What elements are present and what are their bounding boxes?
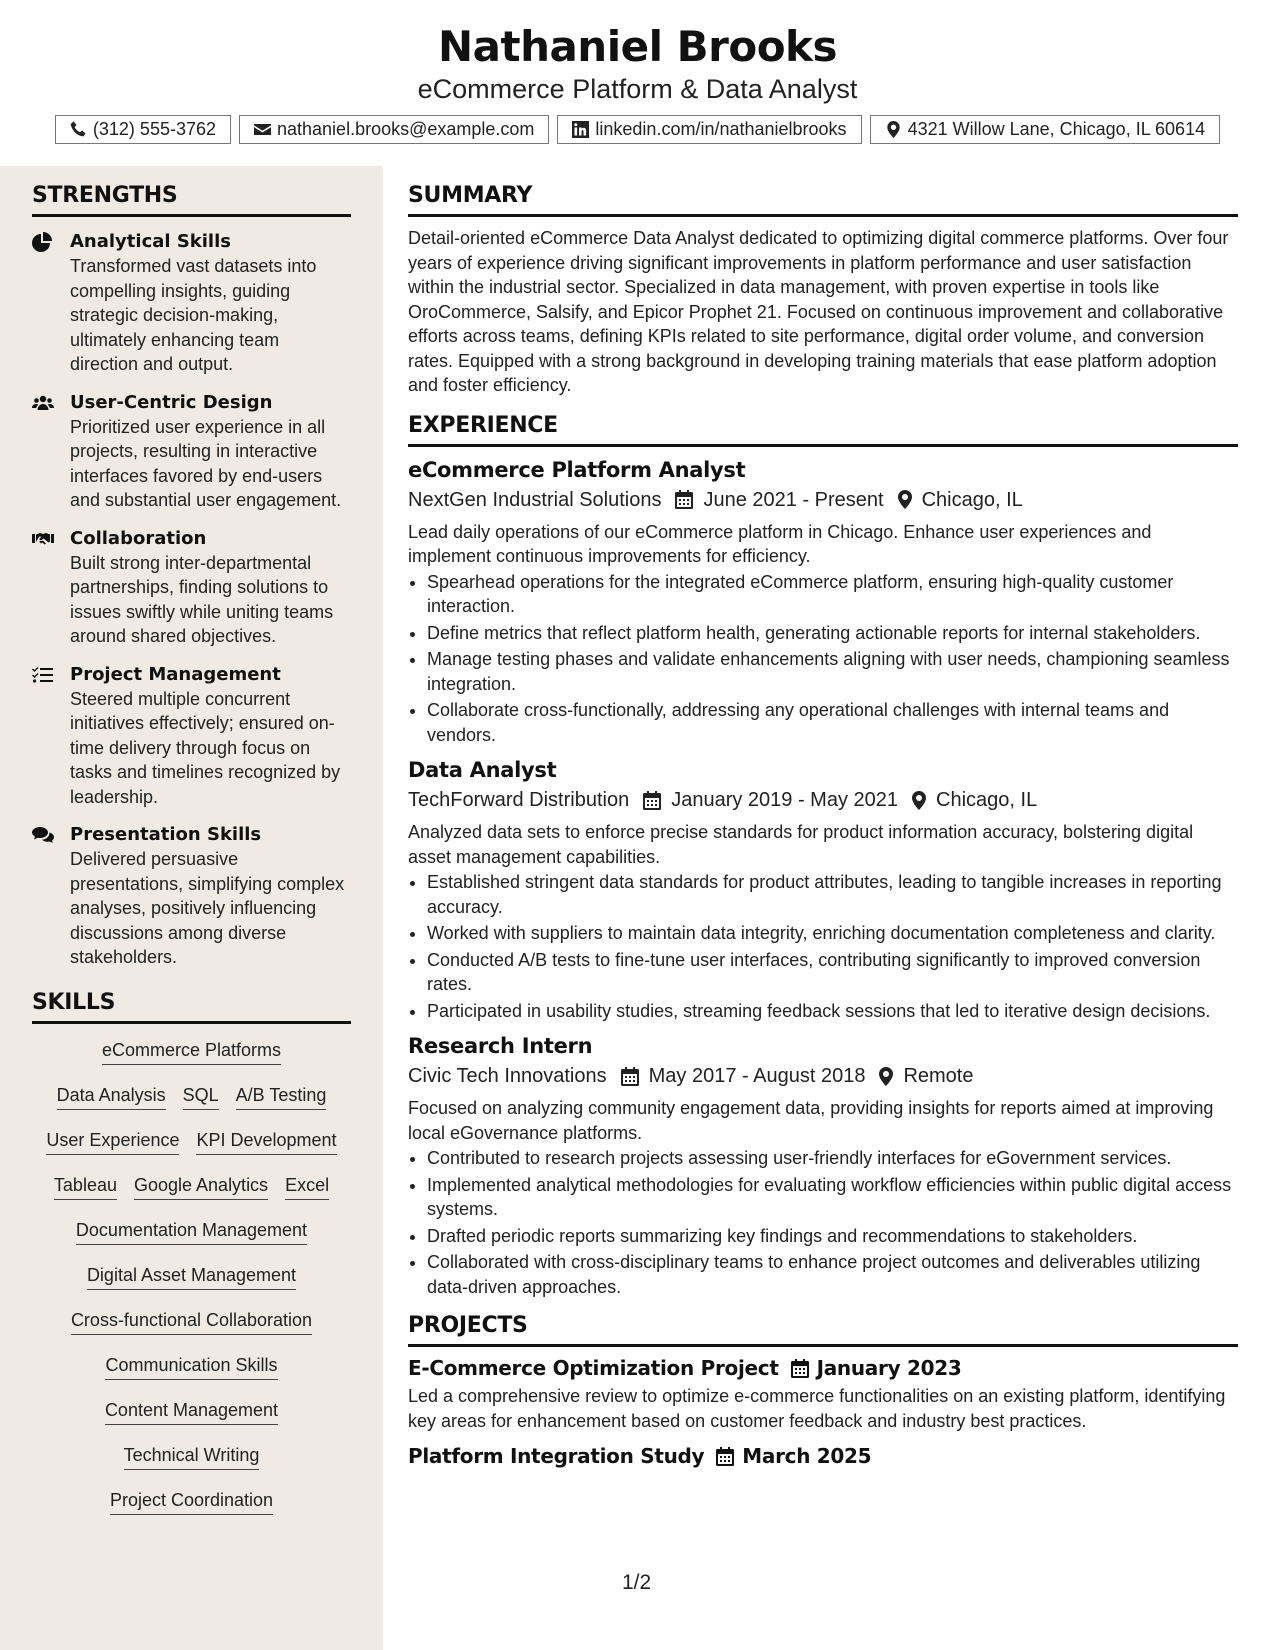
strengths-heading: STRENGTHS [32, 183, 351, 217]
job-bullets [408, 570, 1238, 748]
project-title: E-Commerce Optimization Project [408, 1356, 779, 1380]
skill-tag: eCommerce Platforms [102, 1040, 281, 1065]
project-date: March 2025 [742, 1444, 872, 1468]
strength-item [32, 823, 351, 970]
bullet-item: • Conducted A/B tests to fine-tune user interfaces, contributing significantly to improved conversion rates. [427, 948, 1238, 997]
bullet-item: • Collaborate cross-functionally, addressing any operational challenges with internal teams and vendors. [427, 698, 1238, 747]
project-title: Platform Integration Study [408, 1444, 705, 1468]
strength-title: Project Management [70, 663, 281, 685]
bullet-item: • Contributed to research projects assessing user-friendly interfaces for eGovernment services. [427, 1146, 1238, 1171]
job-title: Research Intern [408, 1034, 593, 1058]
strength-item [32, 391, 351, 513]
summary-text: Detail-oriented eCommerce Data Analyst dedicated to optimizing digital commerce platforms. Over four years of experience driving significant improvements in platform performance and user satisfaction within the industrial sector. Specialized in data management, with proven expertise in tools like OroCommerce, Salsify, and Epicor Prophet 21. Focused on continuous improvement and collaborative efforts across teams, defining KPIs related to site performance, digital order volume, and conversion rates. Equipped with a strong background in developing training materials that ease platform adoption and foster efficiency. [408, 228, 1229, 395]
strength-title: User-Centric Design [70, 391, 273, 413]
candidate-name: Nathaniel Brooks [438, 22, 837, 71]
calendar-icon [791, 1359, 809, 1378]
bullet-item: • Established stringent data standards for product attributes, leading to tangible increases in reporting accuracy. [427, 870, 1238, 919]
job-location: Chicago, IL [936, 789, 1038, 811]
bullet-item: • Define metrics that reflect platform health, generating actionable reports for internal stakeholders. [427, 621, 1238, 646]
bullet-item: • Manage testing phases and validate enhancements aligning with user needs, championing seamless integration. [427, 647, 1238, 696]
candidate-role: eCommerce Platform & Data Analyst [417, 74, 858, 104]
contact-phone[interactable] [55, 115, 231, 144]
summary-heading: SUMMARY [408, 183, 1238, 217]
map-pin-icon [885, 121, 902, 138]
skill-tag: Tableau [54, 1175, 117, 1200]
job-meta [408, 485, 1238, 515]
strength-desc: Transformed vast datasets into compelling insights, guiding strategic decision-making, ultimately enhancing team direction and output. [70, 256, 317, 374]
sidebar [0, 166, 383, 1650]
phone-text: (312) 555-3762 [92, 119, 216, 139]
skill-tag: User Experience [46, 1130, 179, 1155]
skill-tag: KPI Development [196, 1130, 336, 1155]
calendar-icon [675, 490, 693, 509]
job-dates: January 2019 - May 2021 [671, 789, 899, 811]
users-icon [32, 393, 54, 413]
skills-heading: SKILLS [32, 990, 351, 1024]
main-column [408, 166, 1238, 1470]
strength-item [32, 527, 351, 649]
contact-linkedin[interactable] [557, 115, 861, 144]
skill-tag: Cross-functional Collaboration [71, 1310, 312, 1335]
job-dates: June 2021 - Present [703, 488, 884, 511]
comments-icon [32, 825, 54, 845]
job-description: Analyzed data sets to enforce precise standards for product information accuracy, bolstering digital asset management capabilities. [408, 822, 1194, 867]
skill-tag: Content Management [105, 1400, 278, 1425]
job-company: Civic Tech Innovations [408, 1065, 607, 1087]
strength-desc: Steered multiple concurrent initiatives effectively; ensured on-time delivery through focus on tasks and timelines recognized by leadership. [70, 688, 341, 807]
skill-tag: A/B Testing [236, 1085, 327, 1110]
bullet-item: • Implemented analytical methodologies for evaluating workflow efficiencies within public digital access systems. [427, 1173, 1238, 1222]
job-company: TechForward Distribution [408, 789, 630, 811]
skill-tag: Project Coordination [110, 1490, 273, 1515]
skill-tag: Data Analysis [57, 1085, 166, 1110]
envelope-icon [254, 121, 271, 138]
project-entry [408, 1442, 1238, 1470]
projects-heading: PROJECTS [408, 1313, 1238, 1347]
experience-heading: EXPERIENCE [408, 413, 1238, 447]
map-pin-icon [879, 1067, 893, 1086]
job-entry [408, 756, 1238, 1023]
project-date: January 2023 [816, 1356, 962, 1380]
job-meta [408, 1061, 1238, 1091]
phone-icon [70, 121, 87, 138]
strength-item [32, 230, 351, 377]
address-text: 4321 Willow Lane, Chicago, IL 60614 [907, 119, 1206, 139]
resume-header [0, 0, 1275, 144]
skill-tag: SQL [183, 1085, 219, 1110]
contact-address[interactable] [870, 115, 1221, 144]
bullet-item: • Drafted periodic reports summarizing key findings and recommendations to stakeholders. [427, 1224, 1238, 1249]
strengths-list [32, 230, 351, 970]
project-entry [408, 1354, 1238, 1433]
job-bullets [408, 870, 1238, 1023]
calendar-icon [621, 1067, 639, 1086]
skill-tag: Google Analytics [134, 1175, 268, 1200]
map-pin-icon [898, 490, 912, 509]
strength-title: Presentation Skills [70, 824, 262, 845]
skill-tag: Excel [285, 1175, 329, 1200]
project-description: Led a comprehensive review to optimize e-commerce functionalities on an existing platform, identifying key areas for enhancement based on customer feedback and industry best practices. [408, 1386, 1226, 1431]
bullet-item: • Collaborated with cross-disciplinary teams to enhance project outcomes and deliverables utilizing data-driven approaches. [427, 1250, 1238, 1299]
skill-tag: Digital Asset Management [87, 1265, 296, 1290]
skill-tag: Documentation Management [76, 1220, 307, 1245]
job-entry [408, 1032, 1238, 1299]
job-meta [408, 785, 1238, 815]
bullet-item: • Participated in usability studies, streaming feedback sessions that led to iterative design decisions. [427, 999, 1238, 1024]
strength-desc: Delivered persuasive presentations, simplifying complex analyses, positively influencing discussions among diverse stakeholders. [70, 849, 345, 967]
calendar-icon [716, 1447, 734, 1466]
bullet-item: • Spearhead operations for the integrated eCommerce platform, ensuring high-quality customer interaction. [427, 570, 1238, 619]
strength-desc: Built strong inter-departmental partnerships, finding solutions to issues swiftly while uniting teams around shared objectives. [70, 552, 334, 646]
strength-title: Analytical Skills [70, 231, 231, 252]
project-header [408, 1442, 1238, 1470]
contact-email[interactable] [239, 115, 549, 144]
contact-bar [0, 115, 1275, 144]
job-description: Focused on analyzing community engagement data, providing insights for reports aimed at improving local eGovernance platforms. [408, 1098, 1214, 1143]
job-company: NextGen Industrial Solutions [408, 488, 662, 511]
job-bullets [408, 1146, 1238, 1299]
linkedin-icon [572, 121, 589, 138]
pie-chart-icon [32, 232, 54, 252]
job-description: Lead daily operations of our eCommerce platform in Chicago. Enhance user experiences and implement continuous improvements for efficiency. [408, 521, 1152, 566]
strength-desc: Prioritized user experience in all projects, resulting in interactive interfaces favored by end-users and substantial user engagement. [70, 416, 342, 510]
map-pin-icon [912, 791, 926, 810]
task-list-icon [32, 665, 54, 685]
bullet-item: • Worked with suppliers to maintain data integrity, enriching documentation completeness and clarity. [427, 921, 1238, 946]
linkedin-text: linkedin.com/in/nathanielbrooks [595, 119, 847, 139]
job-dates: May 2017 - August 2018 [648, 1065, 866, 1087]
strength-title: Collaboration [70, 527, 207, 549]
skill-tag: Technical Writing [124, 1445, 260, 1470]
skill-tag: Communication Skills [105, 1355, 277, 1380]
job-location: Remote [903, 1065, 974, 1087]
skills-list [32, 1032, 351, 1527]
handshake-icon [32, 529, 54, 549]
job-entry [408, 456, 1238, 748]
email-text: nathaniel.brooks@example.com [277, 119, 535, 139]
job-title: Data Analyst [408, 758, 557, 782]
strength-item [32, 663, 351, 810]
job-title: eCommerce Platform Analyst [408, 457, 746, 482]
page-number-text: 1/2 [622, 1571, 652, 1594]
job-location: Chicago, IL [921, 488, 1023, 511]
calendar-icon [643, 791, 661, 810]
project-header [408, 1354, 1238, 1382]
